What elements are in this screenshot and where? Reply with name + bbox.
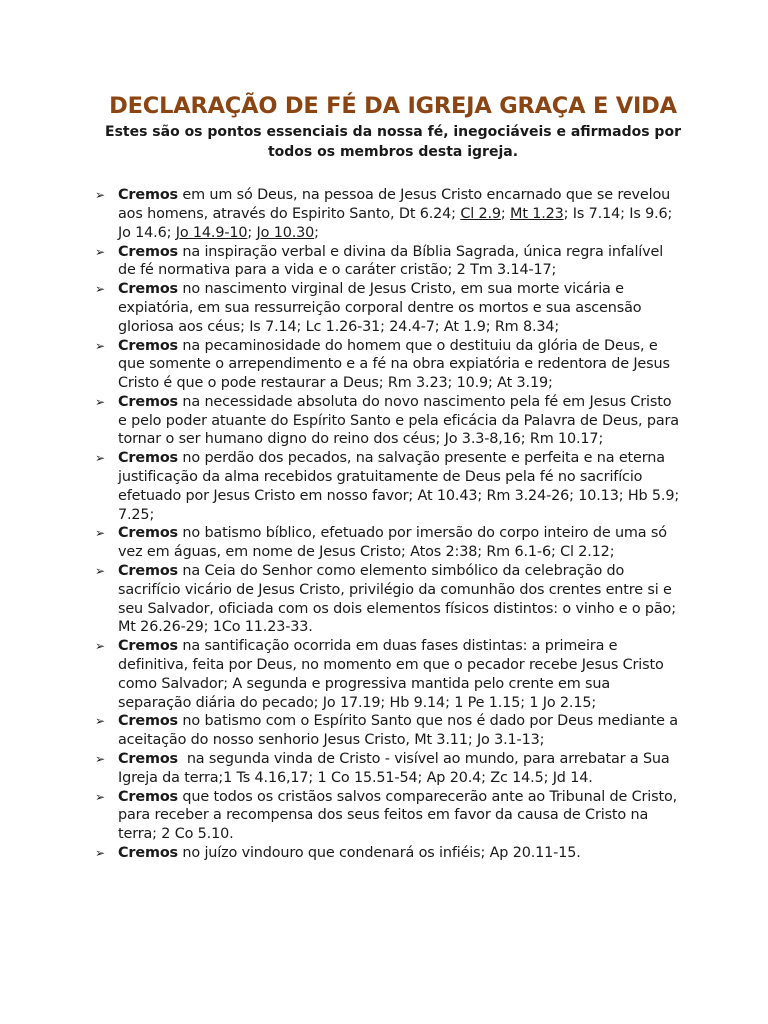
scripture-link[interactable]: Jo 10.30: [256, 224, 315, 241]
arrowhead-bullet-icon: ➢: [95, 639, 105, 654]
belief-text: no batismo bíblico, efetuado por imersão do corpo inteiro de uma só vez em águas, em nome de Jesus Cristo; Atos 2:38; Rm 6.1-6; Cl 2.12;: [118, 525, 667, 561]
arrowhead-bullet-icon: ➢: [95, 338, 105, 353]
belief-lead: Cremos: [118, 393, 178, 410]
arrowhead-bullet-icon: ➢: [95, 244, 105, 259]
belief-item: [95, 243, 684, 281]
belief-text: na inspiração verbal e divina da Bíblia Sagrada, única regra infalível de fé normativa para a vida e o caráter cristão; 2 Tm 3.14-17;: [118, 243, 664, 279]
belief-lead: Cremos: [118, 281, 178, 298]
belief-item: [95, 562, 684, 637]
page-title: DECLARAÇÃO DE FÉ DA IGREJA GRAÇA E VIDA: [109, 93, 677, 119]
belief-item: [95, 186, 684, 242]
belief-text: no nascimento virginal de Jesus Cristo, em sua morte vicária e expiatória, em sua ressurreição corporal dentre os mortos e sua ascensão gloriosa aos céus; Is 7.14; Lc 1.26-31; 24.4-7; At 1.9; Rm 8.34;: [118, 281, 642, 335]
arrowhead-bullet-icon: ➢: [95, 714, 105, 729]
arrowhead-bullet-icon: ➢: [95, 526, 105, 541]
belief-text: na santificação ocorrida em duas fases distintas: a primeira e definitiva, feita por Deus, no momento em que o pecador recebe Jesus Cristo como Salvador; A segunda e progressiva mantida pelo crente em sua separação diária do pecado; Jo 17.19; Hb 9.14; 1 Pe 1.15; 1 Jo 2.15;: [118, 638, 664, 711]
belief-item: [95, 788, 684, 844]
belief-lead: Cremos: [118, 187, 178, 204]
belief-text: na pecaminosidade do homem que o destituiu da glória de Deus, e que somente o arrependimento e a fé na obra expiatória e redentora de Jesus Cristo é que o pode restaurar a Deus; Rm 3.23; 10.9; At 3.19;: [118, 337, 670, 392]
belief-item: [95, 449, 684, 524]
belief-item: [95, 280, 684, 336]
belief-lead: Cremos: [118, 525, 178, 542]
belief-item: [95, 393, 684, 449]
belief-item: [95, 524, 684, 562]
belief-lead: Cremos: [118, 243, 178, 260]
arrowhead-bullet-icon: ➢: [95, 188, 105, 203]
arrowhead-bullet-icon: ➢: [95, 282, 105, 297]
belief-item: [95, 844, 684, 863]
belief-text: ;: [314, 224, 319, 241]
belief-text: no batismo com o Espírito Santo que nos é dado por Deus mediante a aceitação do nosso senhorio Jesus Cristo, Mt 3.11; Jo 3.1-13;: [118, 713, 678, 749]
belief-text: no juízo vindouro que condenará os infiéis; Ap 20.11-15.: [177, 845, 581, 862]
belief-item: [95, 337, 684, 393]
arrowhead-bullet-icon: ➢: [95, 752, 105, 767]
belief-lead: Cremos: [118, 751, 178, 768]
scripture-link[interactable]: Cl 2.9: [460, 205, 501, 222]
belief-text: na necessidade absoluta do novo nascimento pela fé em Jesus Cristo e pelo poder atuante do Espírito Santo e pela eficácia da Palavra de Deus, para tornar o ser humano digno do reino dos céus; Jo 3.3-8,16; Rm 10.17;: [118, 393, 679, 448]
belief-lead: Cremos: [118, 845, 178, 862]
arrowhead-bullet-icon: ➢: [95, 846, 105, 861]
belief-item: [95, 637, 684, 712]
arrowhead-bullet-icon: ➢: [95, 451, 105, 466]
belief-lead: Cremos: [118, 788, 178, 805]
beliefs-list: [95, 186, 684, 863]
belief-text: ;: [247, 224, 257, 241]
belief-text: ;: [500, 205, 511, 222]
belief-text: ; Is 7.14; Is 9.6; Jo 14.6;: [118, 205, 673, 241]
scripture-link[interactable]: Mt 1.23: [510, 205, 564, 222]
arrowhead-bullet-icon: ➢: [95, 394, 105, 409]
belief-text: no perdão dos pecados, na salvação presente e perfeita e na eterna justificação da alma recebidos gratuitamente de Deus pela fé no sacrifício efetuado por Jesus Cristo em nosso favor; At 10.43; Rm 3.24-26; 10.13; Hb 5.9; 7.25;: [118, 450, 680, 523]
belief-text: em um só Deus, na pessoa de Jesus Cristo encarnado que se revelou aos homens, através do Espirito Santo, Dt 6.24;: [118, 187, 671, 222]
page-subtitle: Estes são os pontos essenciais da nossa fé, inegociáveis e afirmados por todos os membros desta igreja.: [105, 124, 681, 161]
scripture-link[interactable]: Jo 14.9-10: [175, 224, 248, 241]
arrowhead-bullet-icon: ➢: [95, 564, 105, 579]
belief-lead: Cremos: [118, 713, 178, 730]
belief-item: [95, 750, 684, 788]
belief-lead: Cremos: [118, 450, 178, 467]
arrowhead-bullet-icon: ➢: [95, 789, 105, 804]
belief-item: [95, 712, 684, 750]
belief-lead: Cremos: [118, 638, 178, 655]
belief-text: que todos os cristãos salvos comparecerão ante ao Tribunal de Cristo, para receber a recompensa dos seus feitos em favor da causa de Cristo na terra; 2 Co 5.10.: [118, 788, 678, 843]
belief-lead: Cremos: [118, 337, 178, 354]
belief-text: na Ceia do Senhor como elemento simbólico da celebração do sacrifício vicário de Jesus Cristo, privilégio da comunhão dos crentes entre si e seu Salvador, oficiada com os dois elementos físicos distintos: o vinho e o pão; Mt 26.26-29; 1Co 11.23-33.: [118, 563, 676, 636]
belief-text: na segunda vinda de Cristo - visível ao mundo, para arrebatar a Sua Igreja da terra;1 Ts 4.16,17; 1 Co 15.51-54; Ap 20.4; Zc 14.5; Jd 14.: [118, 751, 675, 786]
belief-lead: Cremos: [118, 563, 178, 580]
